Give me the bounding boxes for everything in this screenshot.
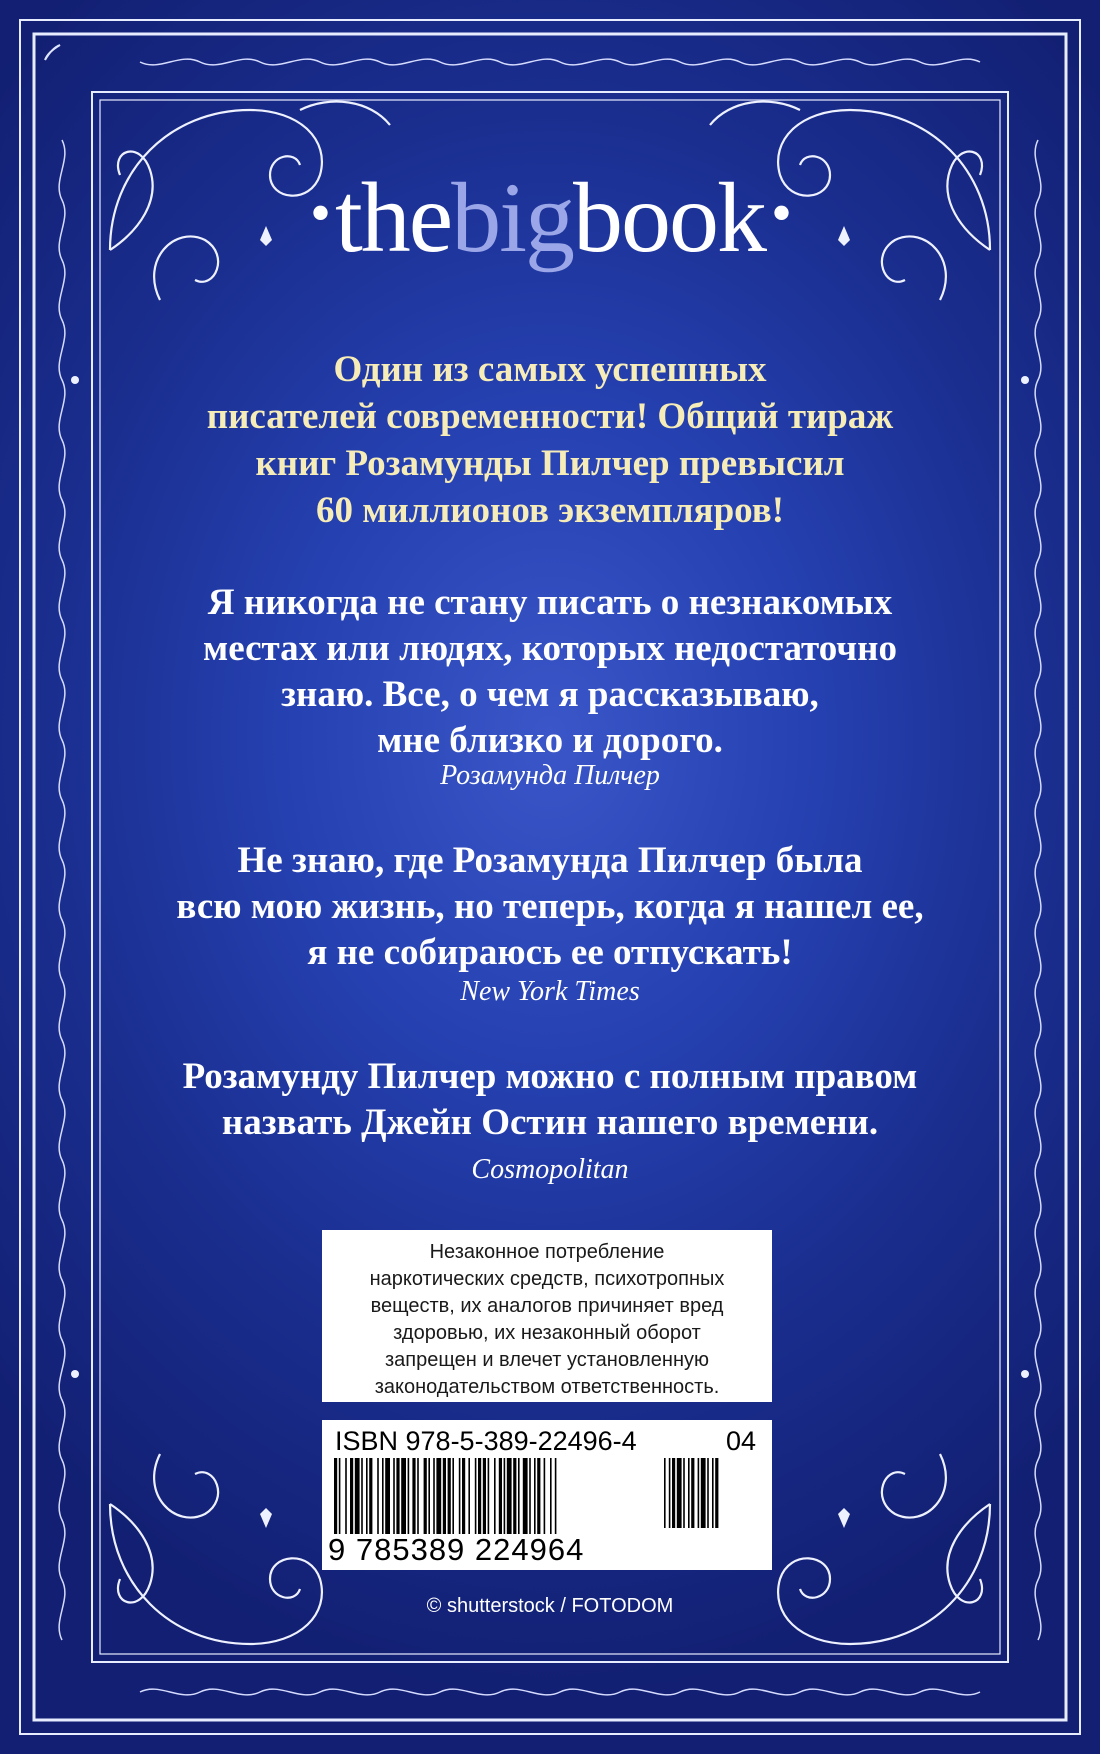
barcode-icon [334, 1458, 760, 1534]
barcode-bar [345, 1458, 347, 1534]
intro-line: писателей современности! Общий тираж [206, 396, 894, 437]
intro-line: 60 миллионов экземпляров! [315, 490, 785, 531]
barcode-bar [396, 1458, 399, 1534]
barcode-bar [355, 1458, 360, 1534]
ean-digits: 9 785389 224964 [328, 1532, 585, 1567]
barcode-addon-bar [691, 1458, 694, 1528]
barcode-bar [529, 1458, 531, 1534]
barcode-bar [350, 1458, 353, 1534]
barcode-bar [366, 1458, 368, 1534]
barcode-bar [537, 1458, 540, 1534]
photo-credit: © shutterstock / FOTODOM [426, 1595, 674, 1617]
barcode-bar [339, 1458, 341, 1534]
barcode-bar [377, 1458, 379, 1534]
barcode-bar [448, 1458, 451, 1534]
barcode-box [322, 1420, 772, 1570]
isbn-label: ISBN 978-5-389-22496-4 [335, 1426, 637, 1456]
intro-line: Один из самых успешных [333, 349, 767, 390]
barcode-bar [382, 1458, 384, 1534]
logo-dot-left: • [310, 180, 330, 246]
quote-2-source: New York Times [460, 976, 640, 1007]
quote-3-source: Cosmopolitan [471, 1154, 629, 1185]
barcode-bar [504, 1458, 506, 1534]
barcode-bar [369, 1458, 372, 1534]
quote-line: знаю. Все, о чем я рассказываю, [281, 674, 819, 715]
barcode-bar [334, 1458, 337, 1534]
barcode-addon-bar [677, 1458, 682, 1528]
quote-line: всю мою жизнь, но теперь, когда я нашел ее, [176, 886, 924, 927]
barcode-bar [518, 1458, 520, 1534]
warning-line: здоровью, их незаконный оборот [393, 1322, 701, 1344]
barcode-addon-bar [683, 1458, 685, 1528]
logo-book: book [572, 162, 765, 273]
barcode-addon-bar [701, 1458, 706, 1528]
barcode-bar [443, 1458, 446, 1534]
barcode-bar [436, 1458, 441, 1534]
intro-blurb [0, 346, 1100, 534]
logo-big: big [451, 162, 573, 273]
barcode-bar [475, 1458, 477, 1534]
barcode-bar [555, 1458, 557, 1534]
barcode-bar [385, 1458, 390, 1534]
barcode-bar [412, 1458, 415, 1534]
barcode-bar [534, 1458, 536, 1534]
barcode-bar [428, 1458, 430, 1534]
warning-line: веществ, их аналогов причиняет вред [370, 1295, 724, 1317]
barcode-bar [408, 1458, 410, 1534]
barcode-bar [523, 1458, 528, 1534]
barcode-bar [424, 1458, 427, 1534]
barcode-bar [544, 1458, 546, 1534]
barcode-bar [507, 1458, 512, 1534]
warning-line: законодательством ответственность. [374, 1376, 720, 1398]
barcode-bar [459, 1458, 461, 1534]
barcode-addon-bar [707, 1458, 709, 1528]
quote-line: Я никогда не стану писать о незнакомых [207, 582, 893, 623]
barcode-addon-bar [669, 1458, 671, 1528]
barcode-bar [361, 1458, 363, 1534]
barcode-bar [462, 1458, 465, 1534]
barcode-addon-bar [698, 1458, 700, 1528]
warning-line: Незаконное потребление [429, 1241, 665, 1263]
barcode-bar [550, 1458, 552, 1534]
barcode-bar [452, 1458, 454, 1534]
barcode-bar [433, 1458, 435, 1534]
warning-line: запрещен и влечет установленную [385, 1349, 709, 1371]
barcode-bar [478, 1458, 481, 1534]
warning-line: наркотических средств, психотропных [369, 1268, 725, 1290]
barcode-addon-bar [672, 1458, 675, 1528]
quote-line: назвать Джейн Остин нашего времени. [221, 1102, 879, 1143]
barcode-bar [468, 1458, 470, 1534]
quote-line: я не собираюсь ее отпускать! [307, 932, 793, 973]
barcode-bar [494, 1458, 496, 1534]
barcode-bar [393, 1458, 395, 1534]
intro-line: книг Розамунды Пилчер превысил [255, 443, 845, 484]
quote-line: Розамунду Пилчер можно с полным правом [182, 1056, 918, 1097]
logo-the: the [335, 162, 452, 273]
publisher-logo [0, 162, 1100, 273]
barcode-bar [513, 1458, 516, 1534]
quote-2 [0, 838, 1100, 976]
quote-line: местах или людях, которых недостаточно [203, 628, 897, 669]
quote-1 [0, 580, 1100, 764]
barcode-bar [401, 1458, 406, 1534]
quote-3 [0, 1054, 1100, 1146]
health-warning-box [322, 1230, 772, 1402]
quote-line: мне близко и дорого. [377, 720, 723, 761]
barcode-addon-bar [712, 1458, 714, 1528]
quote-1-source: Розамунда Пилчер [440, 760, 660, 791]
barcode-addon-bar [688, 1458, 690, 1528]
barcode-addon-bar [664, 1458, 666, 1528]
quote-line: Не знаю, где Розамунда Пилчер была [237, 840, 863, 881]
isbn-addon: 04 [726, 1426, 757, 1456]
barcode-bar [417, 1458, 419, 1534]
barcode-bar [499, 1458, 502, 1534]
logo-dot-right: • [770, 180, 790, 246]
barcode-bar [483, 1458, 486, 1534]
barcode-bar [488, 1458, 490, 1534]
barcode-addon-bar [715, 1458, 718, 1528]
